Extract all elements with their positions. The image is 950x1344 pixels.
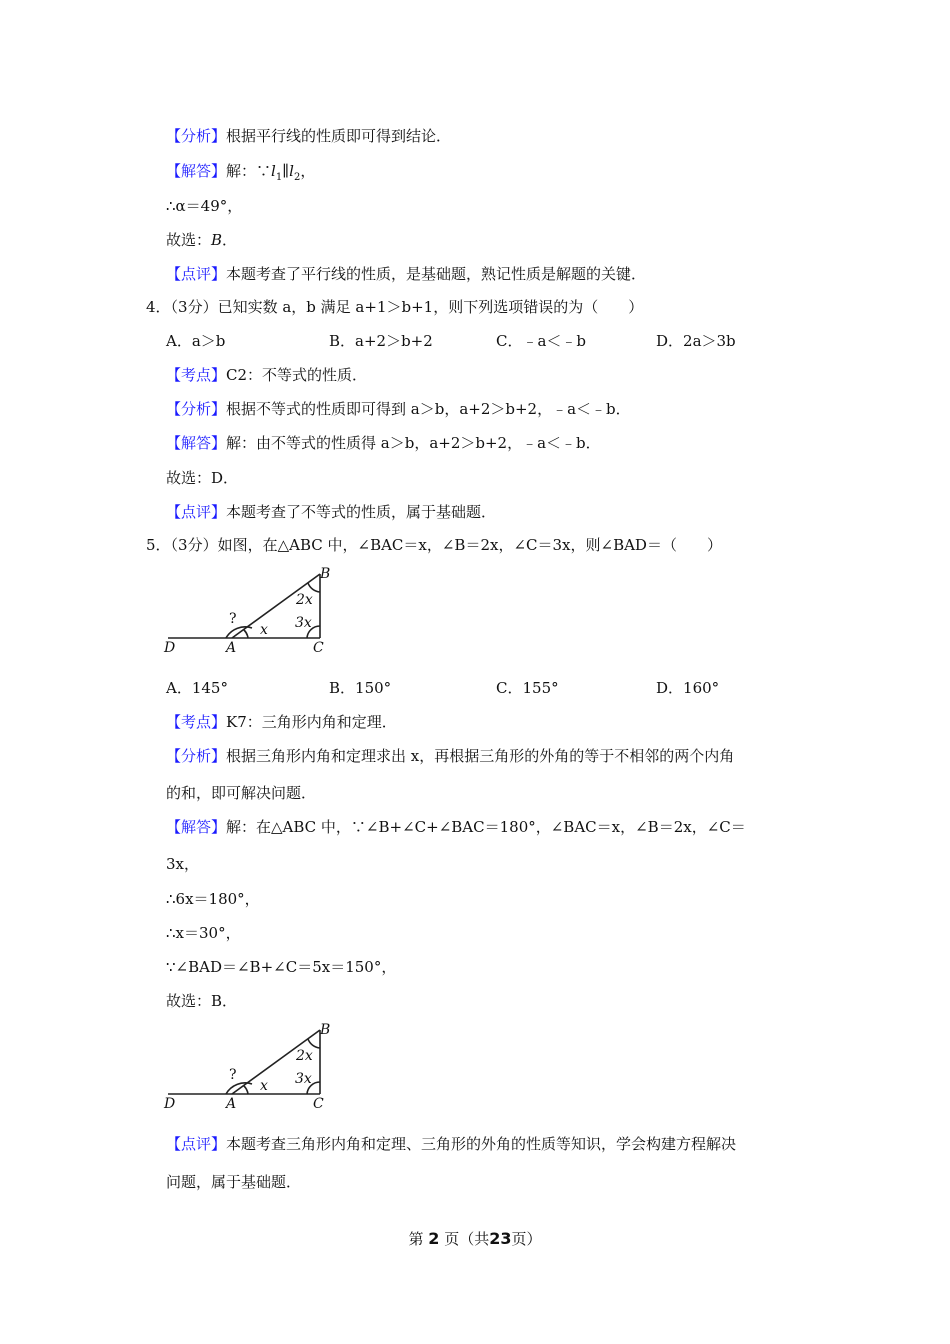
label-angle-b: 2x [296, 1048, 313, 1064]
q5-answer: 故选：B． [166, 992, 238, 1010]
q4-analysis: 【分析】根据不等式的性质即可得到 a＞b，a+2＞b+2，﹣a＜﹣b． [166, 400, 631, 418]
triangle-figure-2 [160, 1018, 340, 1114]
q4-option-b: B．a+2＞b+2 [329, 332, 433, 350]
q5-comment-cont: 问题，属于基础题． [166, 1173, 302, 1191]
label-c: C [313, 640, 324, 656]
q4-option-a: A．a＞b [166, 332, 226, 350]
label-unknown: ? [229, 1067, 237, 1083]
q3-solution: 【解答】解：$\because l_1\parallel l_2$， [166, 162, 316, 183]
q5-stem: 5．（3分）如图，在△ABC 中，∠BAC＝x，∠B＝2x，∠C＝3x，则∠BAD＝（ ） [146, 536, 722, 554]
q4-stem: 4．（3分）已知实数 a，b 满足 a+1＞b+1，则下列选项错误的为（ ） [146, 298, 644, 316]
q5-analysis: 【分析】根据三角形内角和定理求出 x，再根据三角形的外角的等于不相邻的两个内角 [166, 747, 735, 765]
triangle-figure-1 [160, 562, 340, 658]
q4-option-d: D．2a＞3b [656, 332, 736, 350]
q5-option-a: A．145° [166, 679, 228, 697]
label-angle-a: x [260, 622, 268, 638]
label-unknown: ? [229, 611, 237, 627]
q3-analysis: 【分析】根据平行线的性质即可得到结论． [166, 127, 452, 145]
q4-solution: 【解答】解：由不等式的性质得 a＞b，a+2＞b+2，﹣a＜﹣b． [166, 434, 601, 452]
label-d: D [164, 1096, 176, 1112]
q4-topic: 【考点】C2：不等式的性质． [166, 366, 368, 384]
label-c: C [313, 1096, 324, 1112]
comment-tag: 【点评】 [166, 265, 227, 283]
q4-answer: 故选：D． [166, 469, 239, 487]
page-footer: 第 2 页（共23页） [408, 1229, 542, 1248]
q5-solution-cont: 3x， [166, 855, 200, 873]
total-pages: 23 [489, 1229, 512, 1248]
q5-solution: 【解答】解：在△ABC 中，∵∠B+∠C+∠BAC＝180°，∠BAC＝x，∠B＝2x，∠C＝ [166, 818, 746, 836]
label-a: A [226, 1096, 237, 1112]
q3-step1: ∴α＝49°， [166, 197, 243, 215]
label-a: A [226, 640, 237, 656]
q3-comment: 【点评】本题考查了平行线的性质，是基础题，熟记性质是解题的关键． [166, 265, 647, 283]
label-d: D [164, 640, 176, 656]
q4-option-c: C．﹣a＜﹣b [496, 332, 587, 350]
label-angle-c: 3x [295, 1071, 312, 1087]
q3-answer: 故选：B． [166, 231, 238, 249]
q5-step2: ∴x＝30°， [166, 924, 241, 942]
analysis-tag: 【分析】 [166, 127, 227, 145]
q4-comment: 【点评】本题考查了不等式的性质，属于基础题． [166, 503, 497, 521]
q5-analysis-cont: 的和，即可解决问题． [166, 784, 317, 802]
q5-comment: 【点评】本题考查三角形内角和定理、三角形的外角的性质等知识，学会构建方程解决 [166, 1135, 737, 1153]
solution-tag: 【解答】 [166, 162, 227, 180]
label-angle-a: x [260, 1078, 268, 1094]
q5-step1: ∴6x＝180°， [166, 890, 260, 908]
label-b: B [320, 1022, 331, 1038]
q5-option-b: B．150° [329, 679, 392, 697]
q5-option-d: D．160° [656, 679, 720, 697]
q5-step3: ∵∠BAD＝∠B+∠C＝5x＝150°， [166, 958, 397, 976]
label-angle-c: 3x [295, 615, 312, 631]
label-b: B [320, 566, 331, 582]
page-number: 2 [428, 1229, 440, 1248]
q5-topic: 【考点】K7：三角形内角和定理． [166, 713, 397, 731]
q5-option-c: C．155° [496, 679, 559, 697]
label-angle-b: 2x [296, 592, 313, 608]
